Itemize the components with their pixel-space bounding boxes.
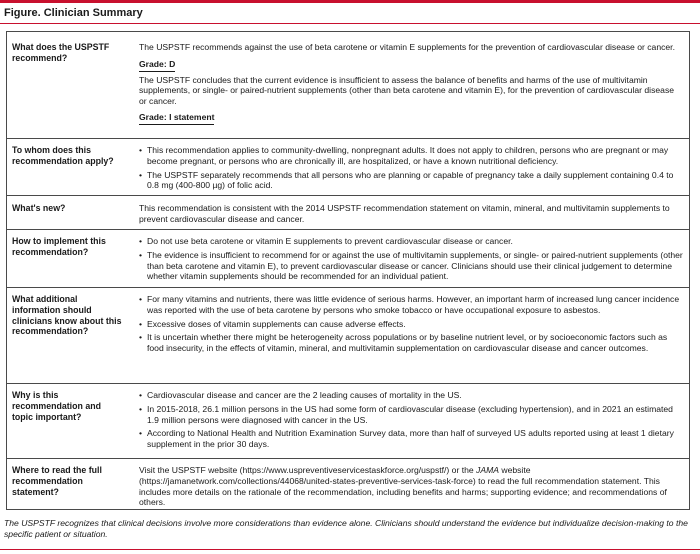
- row-answer-additional: [139, 294, 684, 354]
- bullet-item: • According to National Health and Nutrition Examination Survey data, more than half of surveyed US adults reported using at least 1 dietary supplement in the prior 30 days.: [139, 428, 684, 450]
- journal-name: JAMA: [476, 465, 499, 475]
- row-divider: [6, 138, 690, 139]
- row-question-read: Where to read the full recommendation statement?: [12, 465, 102, 497]
- bullet-item: • It is uncertain whether there might be heterogeneity across populations or by baseline nutrient level, or by socioeconomic factors such as food insecurity, in the effects of vitamin, mineral, and multivitamin supplementation on cardiovascular disease and cancer outcomes.: [139, 332, 684, 354]
- bullet-item: • Do not use beta carotene or vitamin E supplements to prevent cardiovascular disease or cancer.: [139, 236, 684, 247]
- grade-label: Grade: D: [139, 59, 175, 72]
- row-divider: [6, 383, 690, 384]
- bullet-item: • In 2015-2018, 26.1 million persons in the US had some form of cardiovascular disease (excluding hypertension), and in 2021 an estimated 1.9 million persons were diagnosed with cancer in the US.: [139, 404, 684, 426]
- bullet-item: • For many vitamins and nutrients, there was little evidence of serious harms. However, an important harm of increased lung cancer incidence was reported with the use of beta carotene by persons who smoke tobacco or have occupational exposure to asbestos.: [139, 294, 684, 316]
- answer-text: The USPSTF concludes that the current evidence is insufficient to assess the balance of benefits and harms of the use of multivitamin supplements, or single- or paired-nutrient supplements (other than beta carotene and vitamin E), for the prevention of cardiovascular disease or cancer.: [139, 74, 675, 107]
- row-question-additional: What additional information should clinicians know about this recommendation?: [12, 294, 122, 337]
- bottom-divider: [0, 549, 700, 550]
- row-question-recommend: What does the USPSTF recommend?: [12, 42, 110, 63]
- row-question-implement: How to implement this recommendation?: [12, 236, 106, 257]
- grade-label: Grade: I statement: [139, 112, 214, 125]
- row-question-applies: To whom does this recommendation apply?: [12, 145, 114, 166]
- bullet-item: • This recommendation applies to community-dwelling, nonpregnant adults. It does not apply to children, persons who are pregnant or may become pregnant, or persons who are chronically ill, are hospitalized, or have a known nutritional deficiency.: [139, 145, 684, 167]
- row-answer-recommend: [139, 42, 684, 125]
- row-answer-implement: [139, 236, 684, 282]
- bullet-item: • Cardiovascular disease and cancer are the 2 leading causes of mortality in the US.: [139, 390, 684, 401]
- row-divider: [6, 229, 690, 230]
- answer-text: website (https://jamanetwork.com/collections/44068/united-states-preventive-services-task-force) to read the full recommendation statement. This includes more details on the rationale of the recommendation, including benefits and harms; supporting evidence; and recommendations of others.: [139, 465, 667, 508]
- title-divider: [0, 23, 700, 24]
- top-accent-bar: [0, 0, 700, 3]
- row-answer-new: This recommendation is consistent with the 2014 USPSTF recommendation statement on vitamin, mineral, and multivitamin supplements to prevent cardiovascular disease and cancer.: [139, 203, 670, 224]
- row-answer-read: [139, 465, 684, 508]
- bullet-item: • The evidence is insufficient to recommend for or against the use of multivitamin supplements, or single- or paired-nutrient supplements (other than beta carotene and vitamin E), to prevent cardiovascular disease or cancer. Clinicians should use their clinical judgement to determine whether vitamin supplements should be recommended for an individual patient.: [139, 250, 684, 282]
- row-divider: [6, 458, 690, 459]
- bullet-item: • Excessive doses of vitamin supplements can cause adverse effects.: [139, 319, 684, 330]
- row-question-new: What's new?: [12, 203, 66, 213]
- row-question-important: Why is this recommendation and topic important?: [12, 390, 101, 422]
- figure-title: Figure. Clinician Summary: [4, 7, 143, 19]
- footnote: The USPSTF recognizes that clinical decisions involve more considerations than evidence alone. Clinicians should understand the evidence but individualize decision-making to the specific patient or situation.: [4, 518, 688, 539]
- row-answer-applies: [139, 145, 684, 191]
- row-divider: [6, 287, 690, 288]
- row-divider: [6, 195, 690, 196]
- answer-text: The USPSTF recommends against the use of beta carotene or vitamin E supplements for the prevention of cardiovascular disease or cancer.: [139, 42, 675, 52]
- answer-text: Visit the USPSTF website (https://www.uspreventiveservicestaskforce.org/uspstf/) or the: [139, 465, 477, 475]
- row-answer-important: [139, 390, 684, 450]
- bullet-item: • The USPSTF separately recommends that all persons who are planning or capable of pregnancy take a daily supplement containing 0.4 to 0.8 mg (400-800 µg) of folic acid.: [139, 170, 684, 192]
